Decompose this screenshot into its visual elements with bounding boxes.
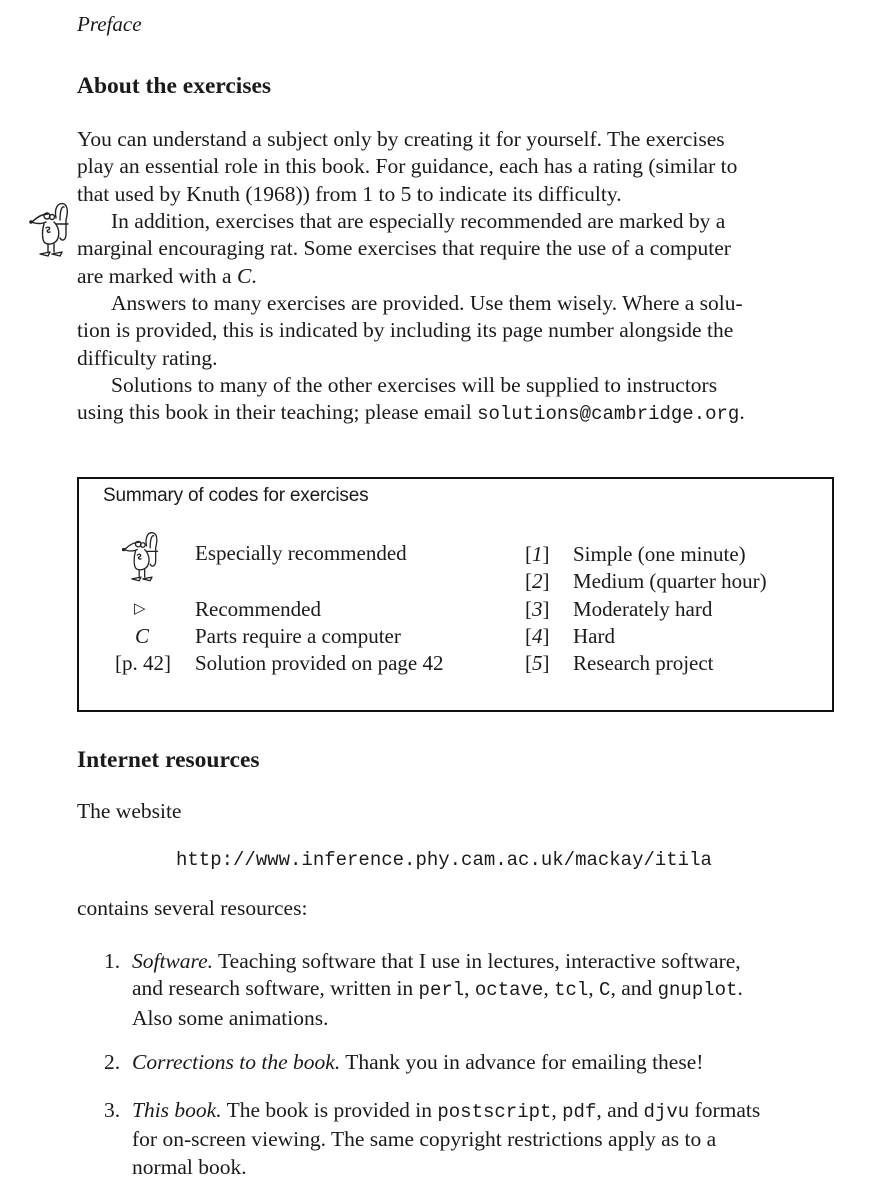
item-title: Software. — [132, 949, 214, 973]
summary-box-title: Summary of codes for exercises — [103, 485, 369, 506]
text-end: . — [739, 400, 745, 425]
code-djvu: djvu — [643, 1101, 690, 1123]
line — [77, 235, 820, 262]
marker-label: Especially recommended — [195, 541, 407, 565]
line: and research software, written in perl, octave, tcl, C, and gnuplot. — [132, 976, 743, 1002]
text-end: . — [251, 263, 257, 288]
text-line: using this book in their teaching; please email — [77, 400, 478, 425]
item-title: This book. — [132, 1098, 222, 1122]
code-octave: octave — [474, 979, 544, 1002]
rating-label: Medium (quarter hour) — [573, 569, 767, 593]
text-line: In addition, exercises that are especially recommended are marked by a — [111, 209, 726, 233]
section-heading-internet: Internet resources — [77, 747, 260, 773]
line — [77, 263, 820, 290]
line — [132, 1126, 760, 1153]
rating-code: [5] — [525, 651, 550, 675]
rating-code: [3] — [525, 597, 550, 621]
list-item-number: 1. — [104, 949, 121, 973]
computer-code-c: C — [236, 263, 252, 288]
code-c: C — [599, 979, 611, 1002]
line — [77, 317, 743, 344]
marker-label: Parts require a computer — [195, 624, 401, 648]
rat-icon — [119, 527, 163, 585]
rating-label: Hard — [573, 624, 615, 648]
list-item-number: 3. — [104, 1098, 121, 1122]
summary-box — [77, 477, 834, 712]
text-line: difficulty rating. — [77, 345, 218, 370]
line — [132, 948, 743, 975]
line — [77, 372, 745, 399]
text-line: tion is provided, this is indicated by including its page number alongside the — [77, 318, 734, 343]
line: This book. The book is provided in postscript, pdf, and djvu formats — [132, 1098, 761, 1123]
rating-label: Research project — [573, 651, 714, 675]
text-line: Answers to many exercises are provided. Use them wisely. Where a solu- — [111, 291, 743, 315]
code-perl: perl — [418, 979, 465, 1002]
code-tcl: tcl — [554, 979, 589, 1002]
paragraph-solutions — [77, 372, 745, 429]
text-line: Teaching software that I use in lectures, interactive software, — [213, 949, 741, 973]
resources-intro: contains several resources: — [77, 896, 308, 920]
rating-code: [1] — [525, 542, 550, 566]
rat-icon — [26, 200, 74, 258]
line — [77, 153, 820, 180]
email-link[interactable]: solutions@cambridge.org — [477, 403, 740, 426]
code-gnuplot: gnuplot — [657, 979, 738, 1002]
text-line: normal book. — [132, 1154, 247, 1179]
line — [77, 290, 743, 317]
line — [77, 208, 820, 235]
website-url-link[interactable]: http://www.inference.phy.cam.ac.uk/mackay/itila — [176, 849, 712, 871]
text-line: that used by Knuth (1968)) from 1 to 5 to indicate its difficulty. — [77, 181, 622, 206]
list-item-this-book — [132, 1097, 760, 1181]
paragraph-intro — [77, 126, 820, 208]
rating-label: Moderately hard — [573, 597, 713, 621]
text-line: are marked with a — [77, 263, 237, 288]
text-line: You can understand a subject only by creating it for yourself. The exercises — [77, 127, 725, 151]
marker-label: Recommended — [195, 597, 321, 621]
text-line: Solutions to many of the other exercises will be supplied to instructors — [111, 373, 718, 397]
line — [132, 1005, 743, 1032]
line — [77, 126, 820, 153]
line — [77, 345, 743, 372]
running-head: Preface — [77, 12, 142, 36]
list-item-software — [132, 948, 743, 1032]
text-line: marginal encouraging rat. Some exercises that require the use of a computer — [77, 236, 731, 261]
text-line: Thank you in advance for emailing these! — [340, 1050, 704, 1074]
item-title: Corrections to the book. — [132, 1050, 341, 1074]
section-heading-exercises: About the exercises — [77, 73, 272, 99]
list-item-number: 2. — [104, 1050, 121, 1074]
text-line: Also some animations. — [132, 1005, 329, 1030]
code-pdf: pdf — [562, 1101, 597, 1123]
line — [77, 181, 820, 208]
paragraph-answers — [77, 290, 743, 372]
website-intro: The website — [77, 799, 182, 823]
triangle-right-icon: ▷ — [134, 599, 146, 617]
code-postscript: postscript — [437, 1101, 552, 1123]
marker-label: Solution provided on page 42 — [195, 651, 444, 675]
list-item-corrections — [132, 1049, 703, 1076]
rating-code: [4] — [525, 624, 550, 648]
text-line: for on-screen viewing. The same copyright restrictions apply as to a — [132, 1127, 717, 1152]
marker-symbol: C — [135, 624, 150, 648]
marker-symbol: [p. 42] — [115, 651, 171, 675]
rating-label: Simple (one minute) — [573, 542, 746, 566]
paragraph-rat — [77, 208, 820, 290]
text-line: play an essential role in this book. For guidance, each has a rating (similar to — [77, 154, 738, 179]
rating-code: [2] — [525, 569, 550, 593]
line — [77, 399, 745, 428]
line — [132, 1154, 760, 1181]
